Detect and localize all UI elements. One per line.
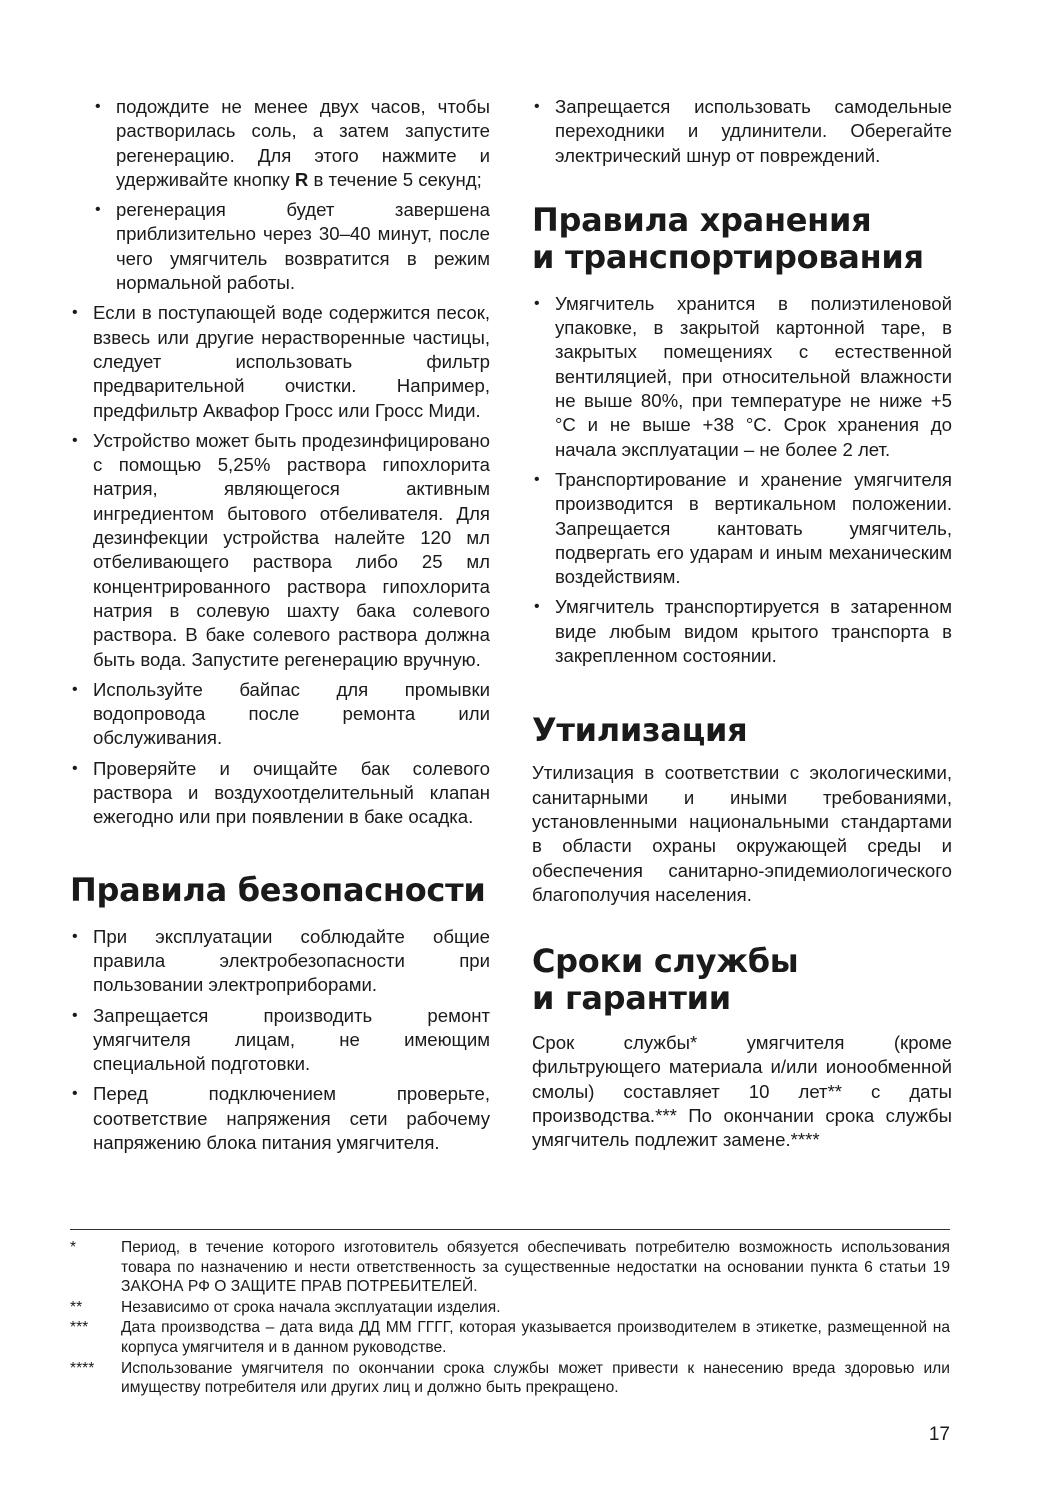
list-item: • Используйте байпас для промывки водопровода после ремонта или обслуживания.	[70, 678, 490, 751]
footnotes	[70, 1238, 950, 1399]
disposal-text: Утилизация в соответствии с экологическими, санитарными и иными требованиями, установленными национальными стандартами в области охраны окружающей среды и обеспечения санитарно-эпидемиологического благополучия населения.	[532, 762, 952, 905]
footnote-text: Независимо от срока начала эксплуатации изделия.	[121, 1298, 501, 1316]
list-item: • Транспортирование и хранение умягчителя производится в вертикальном положении. Запрещается кантовать умягчитель, подвергать его ударам и иным механическим воздействиям.	[532, 468, 952, 589]
section-heading-storage	[532, 202, 952, 276]
footnote	[70, 1359, 950, 1398]
left-column	[70, 95, 490, 1155]
service-text: Срок службы* умягчителя (кроме фильтрующего материала и/или ионообменной смолы) составляет 10 лет** с даты производства.*** По окончании срока службы умягчитель подлежит замене.****	[532, 1032, 952, 1151]
heading-line: Правила хранения	[532, 200, 872, 239]
footnote	[70, 1298, 950, 1318]
footnote-mark: ****	[70, 1359, 95, 1377]
footnote-mark: ***	[70, 1319, 89, 1337]
safety-list-continued	[532, 95, 952, 168]
list-item: • При эксплуатации соблюдайте общие правила электробезопасности при пользовании электроприборами.	[70, 925, 490, 998]
list-item-text: в течение 5 секунд;	[308, 168, 482, 190]
list-item-text: подождите не менее двух часов, чтобы растворилась соль, а затем запустите регенерацию. Для этого нажмите и удерживайте кнопку	[116, 96, 490, 190]
section-heading-safety: Правила безопасности	[70, 870, 486, 909]
list-item	[93, 95, 490, 192]
right-column	[532, 95, 952, 1153]
list-item: • Умягчитель транспортируется в затаренном виде любым видом крытого транспорта в закрепленном состоянии.	[532, 595, 952, 668]
list-item: • Умягчитель хранится в полиэтиленовой упаковке, в закрытой картонной таре, в закрытых помещениях с естественной вентиляцией, при относительной влажности не выше 80%, при температуре не ниже +5 °C и не выше +38 °C. Срок хранения до начала эксплуатации – не более 2 лет.	[532, 292, 952, 462]
maintenance-list	[70, 301, 490, 829]
list-item: • Устройство может быть продезинфицировано с помощью 5,25% раствора гипохлорита натрия, являющегося активным ингредиентом бытового отбеливателя. Для дезинфекции устройства налейте 120 мл отбеливающего раствора либо 25 мл концентрированного раствора гипохлорита натрия в солевую шахту бака солевого раствора. В баке солевого раствора должна быть вода. Запустите регенерацию вручную.	[70, 429, 490, 672]
section-heading-service	[532, 943, 952, 1017]
footnote-text: Период, в течение которого изготовитель обязуется обеспечивать потребителю возможность использования товара по назначению и нести ответственность за существенные недостатки на основании пункта 6 статьи 19 ЗАКОНА РФ О ЗАЩИТЕ ПРАВ ПОТРЕБИТЕЛЕЙ.	[121, 1239, 950, 1296]
footnote	[70, 1238, 950, 1297]
regeneration-substeps	[93, 95, 490, 295]
list-item: • Если в поступающей воде содержится песок, взвесь или другие нерастворенные частицы, следует использовать фильтр предварительной очистки. Например, предфильтр Аквафор Гросс или Гросс Миди.	[70, 301, 490, 422]
section-heading-disposal: Утилизация	[532, 711, 748, 750]
footnote-mark: **	[70, 1298, 83, 1316]
footnote-text: Использование умягчителя по окончании срока службы может привести к нанесению вреда здоровью или имуществу потребителя или других лиц и должно быть прекращено.	[121, 1359, 950, 1397]
page-number: 17	[928, 1424, 950, 1445]
footnote-divider	[70, 1229, 950, 1230]
list-item: • Проверяйте и очищайте бак солевого раствора и воздухоотделительный клапан ежегодно или при появлении в баке осадка.	[70, 757, 490, 830]
safety-list	[70, 925, 490, 1156]
footnote-text: Дата производства – дата вида ДД ММ ГГГГ, которая указывается производителем в этикетке, размещенной на корпуса умягчителя и в данном руководстве.	[121, 1319, 950, 1356]
heading-line: Сроки службы	[532, 942, 799, 981]
storage-list	[532, 292, 952, 668]
key-label: R	[294, 168, 309, 190]
list-item: • Перед подключением проверьте, соответствие напряжения сети рабочему напряжению блока питания умягчителя.	[70, 1082, 490, 1155]
heading-line: и транспортирования	[532, 237, 924, 276]
list-item: • Запрещается производить ремонт умягчителя лицам, не имеющим специальной подготовки.	[70, 1004, 490, 1077]
footnote	[70, 1318, 950, 1357]
list-item: • Запрещается использовать самодельные переходники и удлинители. Оберегайте электрический шнур от повреждений.	[532, 95, 952, 168]
footnote-mark: *	[70, 1239, 77, 1256]
heading-line: и гарантии	[532, 979, 731, 1018]
list-item: • регенерация будет завершена приблизительно через 30–40 минут, после чего умягчитель возвратится в режим нормальной работы.	[93, 198, 490, 295]
